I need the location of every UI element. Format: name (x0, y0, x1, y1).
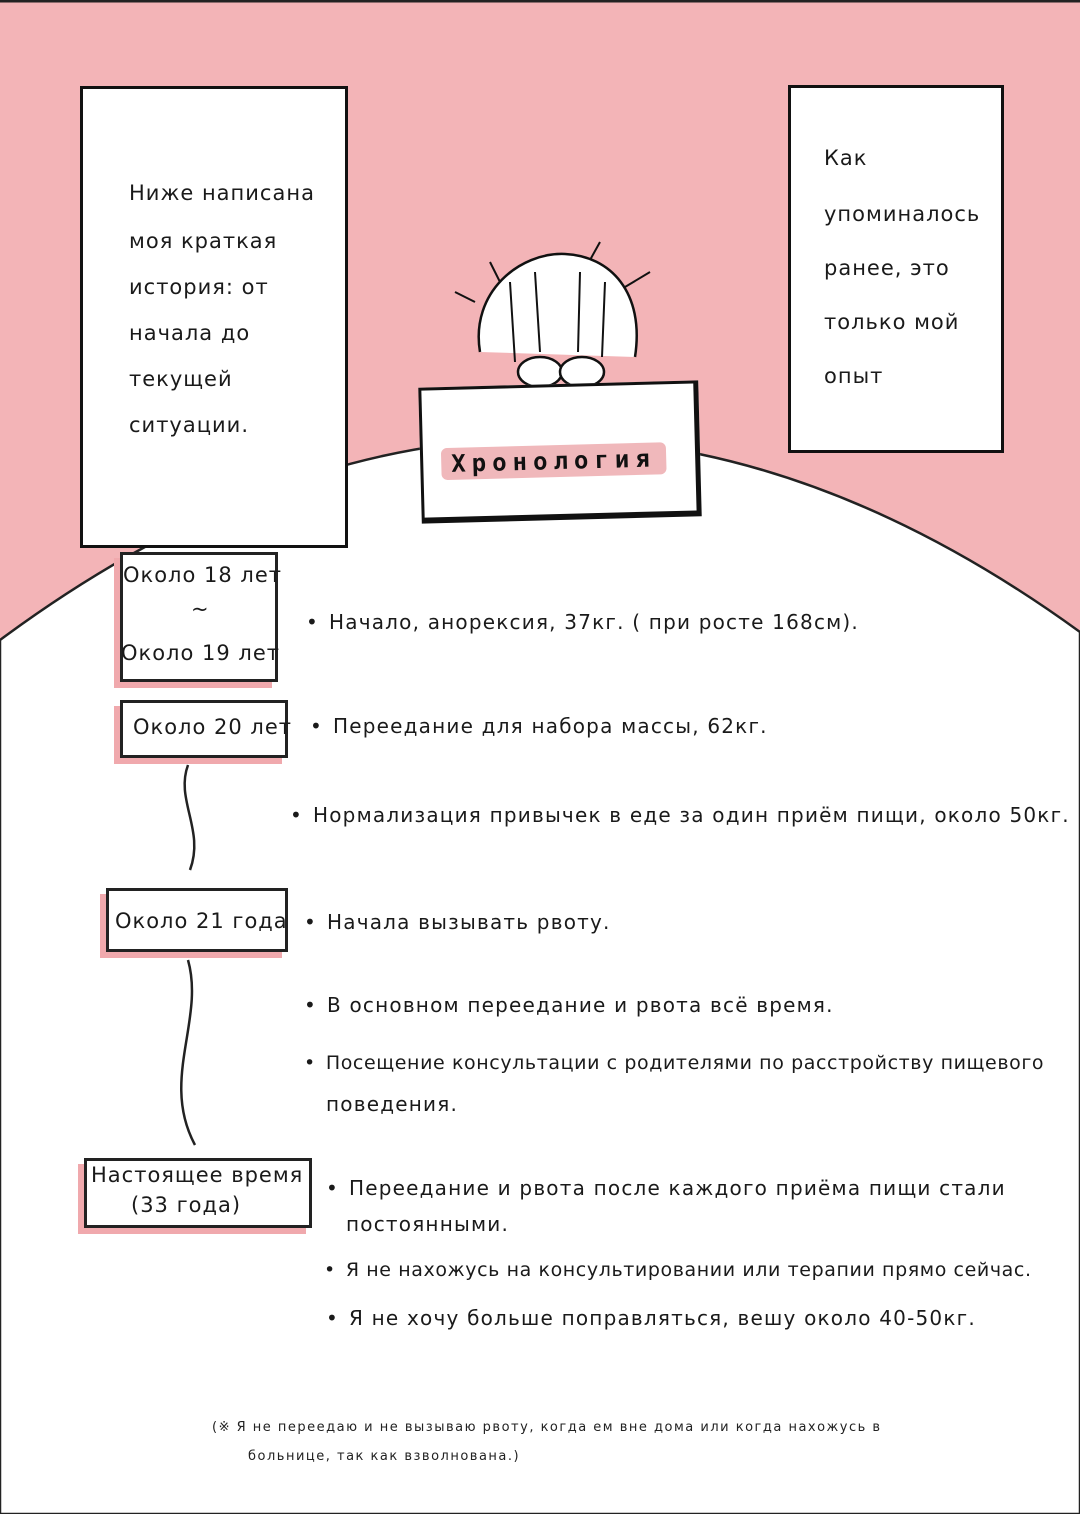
bullet: • (310, 714, 323, 738)
disclaimer-line: только мой (824, 310, 960, 334)
bullet: • (304, 993, 317, 1017)
period-label: Около 21 года (115, 909, 288, 933)
disclaimer-line: Как (824, 146, 868, 170)
intro-line: моя краткая (129, 229, 278, 253)
intro-text-box (80, 86, 348, 548)
period-label: Около 19 лет (121, 641, 280, 665)
period-label: Около 20 лет (133, 715, 292, 739)
timeline-event: • Я не нахожусь на консультировании или терапии прямо сейчас. (324, 1259, 1032, 1281)
period-label: Около 18 лет (123, 563, 282, 587)
period-tag-21 (106, 888, 288, 952)
disclaimer-line: опыт (824, 364, 884, 388)
timeline-event: • Переедание и рвота после каждого приёма пищи стали (326, 1176, 1006, 1200)
timeline-event: • Начала вызывать рвоту. (304, 910, 611, 934)
intro-line: история: от (129, 275, 269, 299)
disclaimer-line: упоминалось (824, 202, 981, 226)
intro-line: Ниже написана (129, 181, 315, 205)
disclaimer-text-box (788, 85, 1004, 453)
bullet: • (326, 1176, 339, 1200)
timeline-event: • Посещение консультации с родителями по расстройству пищевого (304, 1052, 1045, 1074)
timeline-event: • Я не хочу больше поправляться, вешу около 40-50кг. (326, 1306, 976, 1330)
period-tag-20 (120, 700, 292, 758)
timeline-event: • Переедание для набора массы, 62кг. (310, 714, 768, 738)
intro-line: ситуации. (129, 413, 249, 437)
period-label: Настоящее время (91, 1163, 304, 1187)
intro-line: текущей (129, 367, 233, 391)
bullet: • (306, 610, 319, 634)
timeline-event-continuation: поведения. (326, 1092, 458, 1116)
timeline-event: • Начало, анорексия, 37кг. ( при росте 168см). (306, 610, 859, 634)
bullet: • (326, 1306, 339, 1330)
footnote-line: (※ Я не переедаю и не вызываю рвоту, когда ем вне дома или когда нахожусь в (212, 1420, 882, 1435)
title-sign (418, 380, 701, 523)
period-label: (33 года) (131, 1193, 242, 1217)
period-label: ~ (191, 597, 210, 621)
disclaimer-line: ранее, это (824, 256, 950, 280)
bullet: • (324, 1259, 336, 1281)
bullet: • (304, 910, 317, 934)
timeline-event: • Нормализация привычек в еде за один приём пищи, около 50кг. (290, 803, 1070, 827)
page-title: Хронология (441, 442, 666, 480)
period-tag-18-19 (120, 552, 282, 682)
timeline-event: • В основном переедание и рвота всё время. (304, 993, 834, 1017)
bullet: • (304, 1052, 316, 1074)
bullet: • (290, 803, 303, 827)
timeline-event-continuation: постоянными. (346, 1212, 510, 1236)
period-tag-present (84, 1158, 312, 1228)
intro-line: начала до (129, 321, 251, 345)
footnote-line: больнице, так как взволнована.) (248, 1449, 521, 1464)
